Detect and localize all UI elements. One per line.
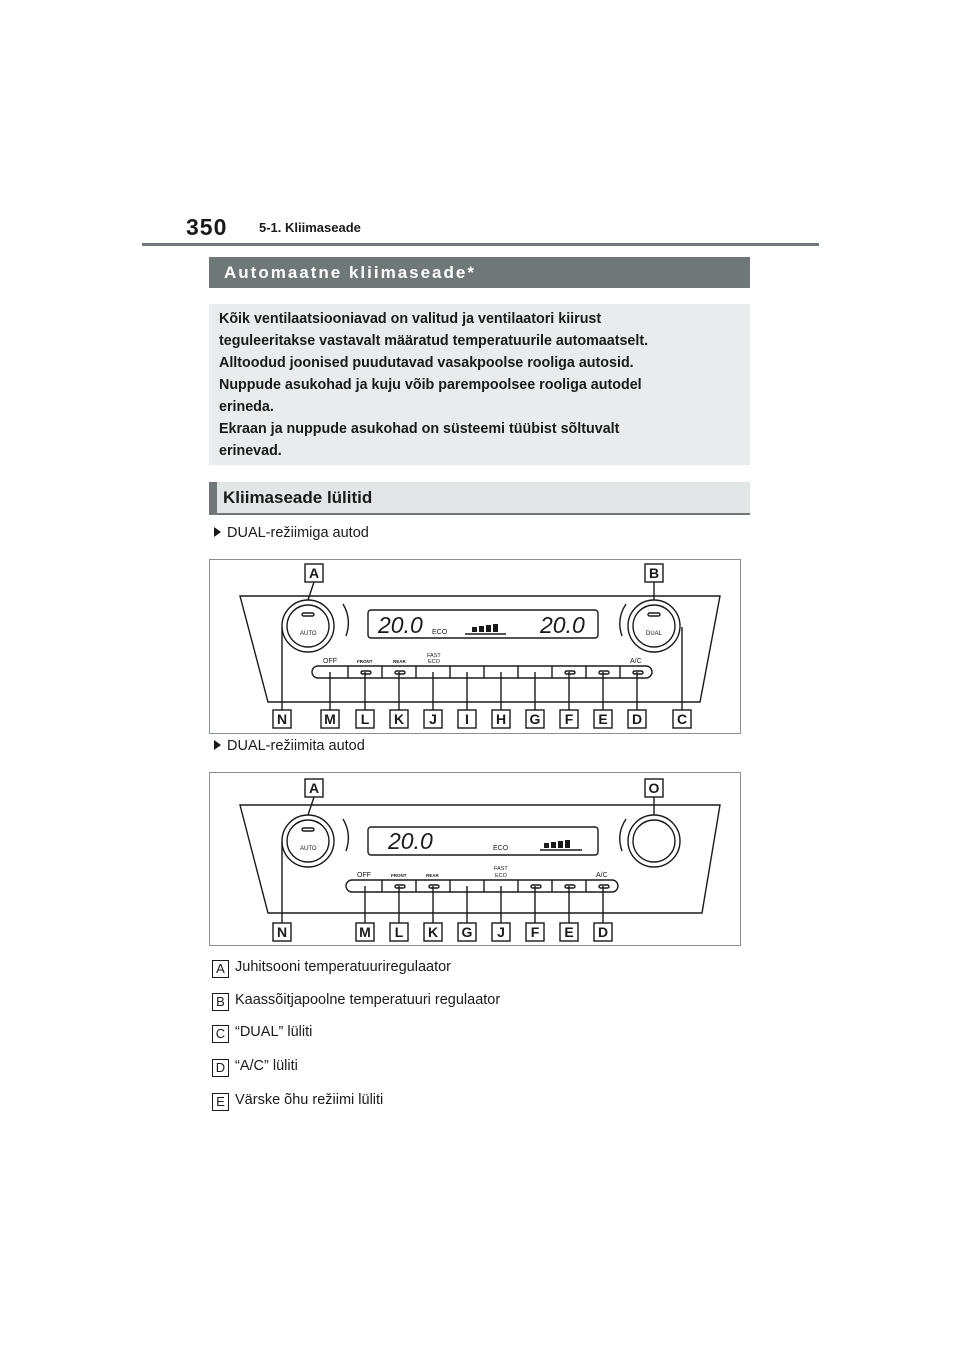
triangle-bullet-icon xyxy=(214,527,221,537)
legend-key: B xyxy=(212,993,229,1011)
legend-key: A xyxy=(212,960,229,978)
intro-box xyxy=(209,304,750,465)
button-bar xyxy=(312,666,652,678)
btn-fast: FAST xyxy=(494,866,508,872)
button-bar xyxy=(346,880,618,892)
section-title: 5-1. Kliimaseade xyxy=(259,220,361,235)
callout-N: N xyxy=(276,711,288,727)
panel-outline xyxy=(240,596,720,702)
callout-J: J xyxy=(497,924,505,940)
knob-left-label: AUTO xyxy=(300,846,317,852)
legend-text: Kaassõitjapoolne temperatuuri regulaator xyxy=(235,992,501,1008)
legend-key: D xyxy=(212,1059,229,1077)
callout-K: K xyxy=(393,711,405,727)
variant-single-text: DUAL-režiimita autod xyxy=(227,738,365,754)
btn-rear: REAR xyxy=(393,659,406,664)
btn-off: OFF xyxy=(357,872,371,879)
callout-I: I xyxy=(465,711,469,727)
knob-right-label: DUAL xyxy=(646,631,663,637)
display-right-temp: 20.0 xyxy=(540,612,585,638)
callout-A: A xyxy=(308,780,320,796)
callout-N: N xyxy=(276,924,288,940)
callout-H: H xyxy=(495,711,507,727)
callout-M: M xyxy=(324,711,336,727)
btn-off: OFF xyxy=(323,658,337,665)
callout-E: E xyxy=(564,924,574,940)
legend-text: “DUAL” lüliti xyxy=(235,1024,313,1040)
callout-F: F xyxy=(564,711,574,727)
legend-item xyxy=(212,990,500,1010)
legend-text: Juhitsooni temperatuuriregulaator xyxy=(235,959,452,975)
legend-text: Värske õhu režiimi lüliti xyxy=(235,1092,384,1108)
callout-D: D xyxy=(631,711,643,727)
display-eco: ECO xyxy=(493,845,509,852)
btn-eco: ECO xyxy=(428,659,440,665)
intro-line: erinevad. xyxy=(219,443,282,459)
variant-single-label xyxy=(214,738,365,754)
legend-item xyxy=(212,1090,383,1110)
intro-line: Ekraan ja nuppude asukohad on süsteemi tüübist sõltuvalt xyxy=(219,421,620,437)
btn-ac: A/C xyxy=(630,658,642,665)
display-left-temp: 20.0 xyxy=(378,612,423,638)
intro-line: Kõik ventilaatsiooniavad on valitud ja ventilaatori kiirust xyxy=(219,311,602,327)
callout-G: G xyxy=(529,711,541,727)
callout-K: K xyxy=(427,924,439,940)
left-knob xyxy=(282,600,334,652)
btn-fast: FAST xyxy=(427,653,441,659)
intro-line: teguleeritakse vastavalt määratud temperatuurile automaatselt. xyxy=(219,333,649,349)
intro-line: Alltoodud joonised puudutavad vasakpoolse rooliga autosid. xyxy=(219,355,634,371)
callout-B: B xyxy=(648,565,660,581)
header-divider xyxy=(142,243,819,246)
legend-item xyxy=(212,1056,298,1076)
btn-front: FRONT xyxy=(357,659,373,664)
triangle-bullet-icon xyxy=(214,740,221,750)
callout-L: L xyxy=(360,711,370,727)
callout-F: F xyxy=(530,924,540,940)
right-knob xyxy=(628,815,680,867)
page-number: 350 xyxy=(186,214,228,240)
callout-J: J xyxy=(429,711,437,727)
btn-eco: ECO xyxy=(495,873,507,879)
btn-ac: A/C xyxy=(596,872,608,879)
callout-G: G xyxy=(461,924,473,940)
legend-text: “A/C” lüliti xyxy=(235,1058,298,1074)
callout-A: A xyxy=(308,565,320,581)
subheading: Kliimaseade lülitid xyxy=(209,482,750,515)
btn-front: FRONT xyxy=(391,873,407,878)
callout-C: C xyxy=(676,711,688,727)
intro-line: Nuppude asukohad ja kuju võib parempoolsee rooliga autodel xyxy=(219,377,642,393)
callout-L: L xyxy=(394,924,404,940)
diagram-single xyxy=(209,772,741,946)
variant-dual-label xyxy=(214,525,369,541)
callout-E: E xyxy=(598,711,608,727)
legend-item xyxy=(212,1022,312,1042)
variant-dual-text: DUAL-režiimiga autod xyxy=(227,525,369,541)
legend-item xyxy=(212,957,451,977)
display-temp: 20.0 xyxy=(388,828,433,854)
callout-M: M xyxy=(359,924,371,940)
btn-rear: REAR xyxy=(426,873,439,878)
knob-left-label: AUTO xyxy=(300,631,317,637)
diagram-dual xyxy=(209,559,741,734)
right-knob xyxy=(628,600,680,652)
left-knob xyxy=(282,815,334,867)
callout-D: D xyxy=(597,924,609,940)
callout-O: O xyxy=(648,780,660,796)
intro-line: erineda. xyxy=(219,399,274,415)
legend-key: E xyxy=(212,1093,229,1111)
legend-key: C xyxy=(212,1025,229,1043)
title-band: Automaatne kliimaseade* xyxy=(209,257,750,288)
display-eco: ECO xyxy=(432,629,448,636)
